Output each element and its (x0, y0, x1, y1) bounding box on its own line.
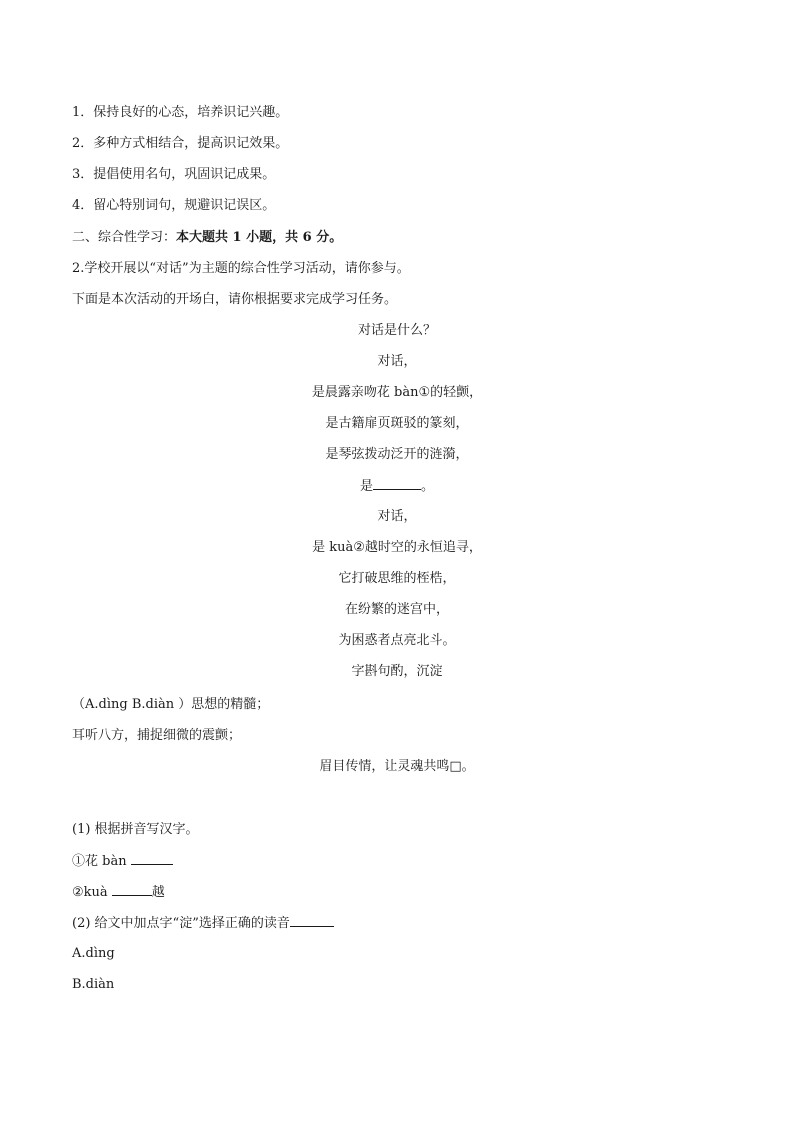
tip-3: 3．提倡使用名句，巩固识记成果。 (72, 167, 276, 182)
poem-line-8: 是 kuà②越时空的永恒追寻， (312, 540, 482, 555)
answer-blank-2[interactable] (290, 914, 334, 927)
poem-line-10: 在纷繁的迷宫中， (344, 602, 449, 617)
poem-line-6 (0, 477, 794, 496)
sub-question-1b (72, 883, 165, 902)
sub-question-1a-label: ①花 bàn (72, 854, 127, 869)
poem-line-5: 是琴弦拨动泛开的涟漪， (325, 447, 469, 462)
sub-question-2-text: (2) 给文中加点字“淀”选择正确的读音 (72, 916, 290, 931)
sub-question-2-title (72, 914, 334, 933)
answer-blank-1a[interactable] (131, 852, 173, 865)
tip-2: 2．多种方式相结合，提高识记效果。 (72, 136, 289, 151)
answer-blank-1b[interactable] (112, 883, 152, 896)
poem-line-12: 字斟句酌，沉淀 (351, 664, 443, 679)
sub-question-1a (72, 852, 173, 871)
tip-1: 1．保持良好的心态，培养识记兴趣。 (72, 105, 289, 120)
sub-question-1-title: (1) 根据拼音写汉字。 (72, 822, 199, 837)
option-b[interactable]: B.diàn (72, 977, 115, 992)
option-a[interactable]: A.dìng (72, 946, 115, 961)
sub-question-1b-after: 越 (151, 885, 165, 900)
poem-line-3: 是晨露亲吻花 bàn①的轻颤， (311, 385, 483, 400)
poem-line-1: 对话是什么？ (357, 323, 436, 338)
poem-line-14: 耳听八方，捕捉细微的震颤； (72, 728, 242, 743)
opening-intro: 下面是本次活动的开场白，请你根据要求完成学习任务。 (72, 292, 398, 307)
poem-line-7: 对话， (377, 509, 417, 524)
poem-blank[interactable] (373, 477, 421, 490)
poem-line-13: （A.dìng B.diàn ）思想的精髓； (72, 697, 270, 712)
sub-question-1b-label: ②kuà (72, 885, 108, 900)
tip-4: 4．留心特别词句，规避识记误区。 (72, 198, 276, 213)
poem-line-6-before: 是 (359, 479, 373, 494)
section-heading-prefix: 二、综合性学习： (72, 230, 177, 245)
poem-line-2: 对话， (377, 354, 417, 369)
poem-line-9: 它打破思维的桎梏， (338, 571, 456, 586)
poem-line-6-after: 。 (421, 479, 435, 494)
section-heading (72, 229, 342, 247)
section-heading-bold: 本大题共 1 小题，共 6 分。 (176, 230, 343, 245)
poem-line-15: 眉目传情，让灵魂共鸣□。 (319, 759, 475, 774)
poem-line-11: 为困惑者点亮北斗。 (338, 633, 456, 648)
question-intro: 2.学校开展以“对话”为主题的综合性学习活动，请你参与。 (72, 261, 410, 276)
poem-line-4: 是古籍扉页斑驳的篆刻， (325, 416, 469, 431)
